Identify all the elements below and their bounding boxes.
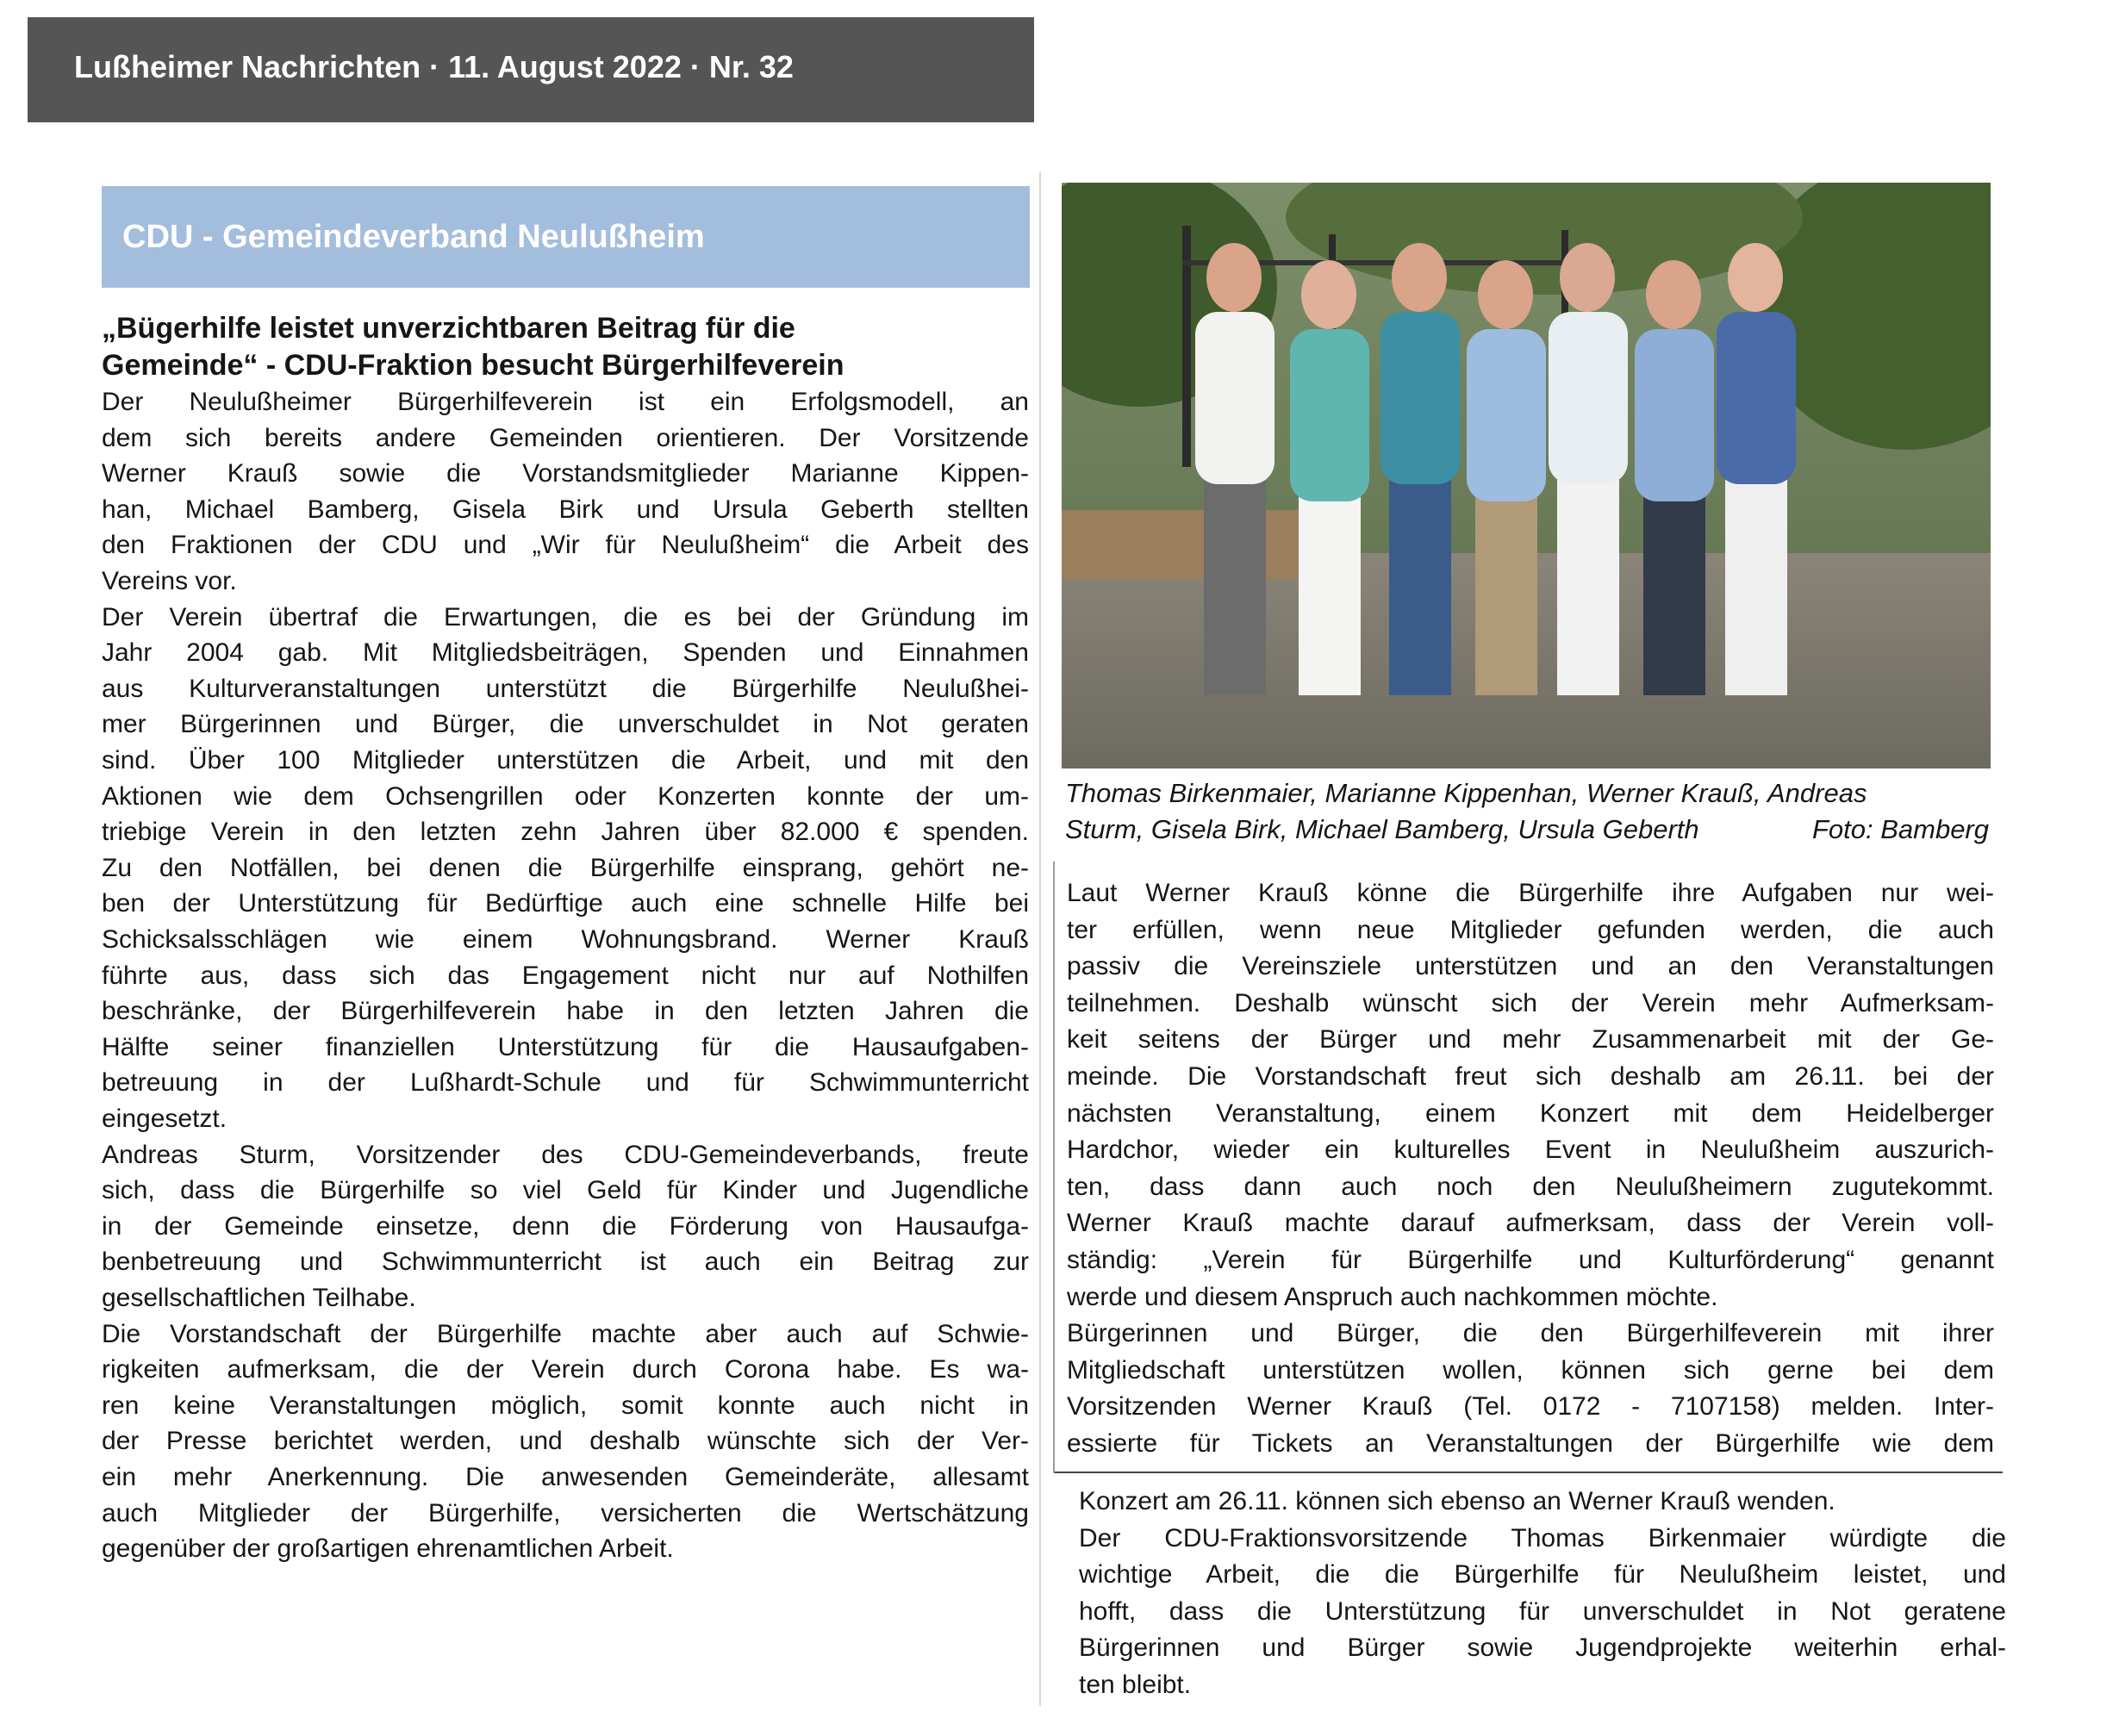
- right-col-line: Laut Werner Krauß könne die Bürgerhilfe ihre Aufgaben nur wei-: [1067, 879, 1994, 907]
- photo-credit: Foto: Bamberg: [1811, 814, 1989, 844]
- left-col-line: beschränke, der Bürgerhilfeverein habe in den letzten Jahren die: [102, 997, 1029, 1026]
- right-col-line: meinde. Die Vorstandschaft freut sich deshalb am 26.11. bei der: [1067, 1062, 1994, 1091]
- right-col-line: ständig: „Verein für Bürgerhilfe und Kulturförderung“ genannt: [1067, 1246, 1994, 1274]
- cont-col-line: hofft, dass die Unterstützung für unverschuldet in Not geratene: [1079, 1596, 2006, 1626]
- left-col-line: Schicksalsschlägen wie einem Wohnungsbrand. Werner Krauß: [102, 925, 1029, 954]
- right-col-line: Werner Krauß machte darauf aufmerksam, dass der Verein voll-: [1067, 1209, 1994, 1238]
- left-col-line: triebige Verein in den letzten zehn Jahren über 82.000 € spenden.: [102, 818, 1029, 847]
- left-col-line: führte aus, dass sich das Engagement nicht nur auf Nothilfen: [102, 961, 1029, 990]
- left-col-line: sind. Über 100 Mitglieder unterstützen die Arbeit, und mit den: [102, 746, 1029, 775]
- column-divider: [1039, 172, 1041, 1706]
- right-col-line: essierte für Tickets an Veranstaltungen der Bürgerhilfe wie dem: [1067, 1429, 1994, 1458]
- newspaper-header-title: Lußheimer Nachrichten · 11. August 2022 · Nr. 32: [74, 49, 794, 84]
- photo-caption-line-1: Thomas Birkenmaier, Marianne Kippenhan, Werner Krauß, Andreas: [1065, 778, 1867, 808]
- left-col-line: Andreas Sturm, Vorsitzender des CDU-Gemeindeverbands, freute: [102, 1140, 1029, 1169]
- right-col-line: Bürgerinnen und Bürger, die den Bürgerhilfeverein mit ihrer: [1067, 1319, 1994, 1348]
- left-col-line: Jahr 2004 gab. Mit Mitgliedsbeiträgen, Spenden und Einnahmen: [102, 638, 1029, 668]
- right-col-line: Mitgliedschaft unterstützen wollen, können sich gerne bei dem: [1067, 1355, 1994, 1384]
- left-col-line: Vereins vor.: [102, 567, 237, 595]
- left-col-line: gegenüber der großartigen ehrenamtlichen Arbeit.: [102, 1534, 674, 1564]
- section-title: CDU - Gemeindeverband Neulußheim: [122, 219, 705, 255]
- right-col-line: ter erfüllen, wenn neue Mitglieder gefunden werden, die auch: [1067, 915, 1994, 944]
- right-column-border: [1053, 862, 1055, 1473]
- cont-col-line: Bürgerinnen und Bürger sowie Jugendprojekte weiterhin erhal-: [1079, 1633, 2006, 1663]
- left-col-line: Der Verein übertraf die Erwartungen, die es bei der Gründung im: [102, 602, 1029, 632]
- headline-line-1: „Bügerhilfe leistet unverzichtbaren Beitrag für die: [102, 312, 795, 345]
- left-col-line: in der Gemeinde einsetze, denn die Förderung von Hausaufga-: [102, 1211, 1029, 1241]
- left-col-line: auch Mitglieder der Bürgerhilfe, versicherten die Wertschätzung: [102, 1498, 1029, 1528]
- photo-caption-line-2: [1065, 812, 1989, 848]
- cont-col-line: wichtige Arbeit, die die Bürgerhilfe für Neulußheim leistet, und: [1079, 1560, 2006, 1590]
- headline-line-2: Gemeinde“ - CDU-Fraktion besucht Bürgerhilfeverein: [102, 349, 844, 382]
- continuation-rule: [1055, 1472, 2003, 1473]
- left-col-line: rigkeiten aufmerksam, die der Verein durch Corona habe. Es wa-: [102, 1355, 1029, 1384]
- cont-col-line: ten bleibt.: [1079, 1671, 1192, 1699]
- left-col-line: betreuung in der Lußhardt-Schule und für Schwimmunterricht: [102, 1068, 1029, 1098]
- left-col-line: den Fraktionen der CDU und „Wir für Neulußheim“ die Arbeit des: [102, 531, 1029, 560]
- photo-caption-names: Sturm, Gisela Birk, Michael Bamberg, Ursula Geberth: [1065, 814, 1699, 844]
- left-col-line: der Presse berichtet werden, und deshalb wünschte sich der Ver-: [102, 1427, 1029, 1456]
- left-col-line: han, Michael Bamberg, Gisela Birk und Ursula Geberth stellten: [102, 495, 1029, 524]
- right-col-line: ten, dass dann auch noch den Neulußheimern zugutekommt.: [1067, 1172, 1994, 1201]
- left-col-line: sich, dass die Bürgerhilfe so viel Geld für Kinder und Jugendliche: [102, 1176, 1029, 1205]
- left-col-line: Die Vorstandschaft der Bürgerhilfe machte aber auch auf Schwie-: [102, 1319, 1029, 1348]
- left-col-line: Der Neulußheimer Bürgerhilfeverein ist ein Erfolgsmodell, an: [102, 388, 1029, 416]
- group-photo-illustration: [1062, 183, 1991, 768]
- left-col-line: aus Kulturveranstaltungen unterstützt die Bürgerhilfe Neulußhei-: [102, 674, 1029, 703]
- left-col-line: gesellschaftlichen Teilhabe.: [102, 1284, 416, 1312]
- cont-col-line: Der CDU-Fraktionsvorsitzende Thomas Birkenmaier würdigte die: [1079, 1523, 2006, 1552]
- right-col-line: teilnehmen. Deshalb wünscht sich der Verein mehr Aufmerksam-: [1067, 988, 1994, 1017]
- right-col-line: passiv die Vereinsziele unterstützen und an den Veranstaltungen: [1067, 952, 1994, 981]
- left-col-line: Zu den Notfällen, bei denen die Bürgerhilfe einsprang, gehört ne-: [102, 853, 1029, 882]
- right-col-line: nächsten Veranstaltung, einem Konzert mit dem Heidelberger: [1067, 1098, 1994, 1128]
- left-col-line: benbetreuung und Schwimmunterricht ist auch ein Beitrag zur: [102, 1248, 1029, 1277]
- left-col-line: ein mehr Anerkennung. Die anwesenden Gemeinderäte, allesamt: [102, 1463, 1029, 1491]
- left-col-line: ren keine Veranstaltungen möglich, somit konnte auch nicht in: [102, 1391, 1029, 1420]
- cont-col-line: Konzert am 26.11. können sich ebenso an Werner Krauß wenden.: [1079, 1487, 1835, 1515]
- right-col-line: Hardchor, wieder ein kulturelles Event in Neulußheim auszurich-: [1067, 1136, 1994, 1165]
- left-col-line: Werner Krauß sowie die Vorstandsmitglieder Marianne Kippen-: [102, 459, 1029, 488]
- left-col-line: mer Bürgerinnen und Bürger, die unverschuldet in Not geraten: [102, 710, 1029, 739]
- article-headline: [102, 310, 1032, 384]
- group-photo: [1062, 183, 1991, 768]
- left-col-line: ben der Unterstützung für Bedürftige auch eine schnelle Hilfe bei: [102, 889, 1029, 918]
- left-col-line: dem sich bereits andere Gemeinden orientieren. Der Vorsitzende: [102, 423, 1029, 452]
- left-col-line: eingesetzt.: [102, 1104, 227, 1133]
- right-col-line: werde und diesem Anspruch auch nachkommen möchte.: [1067, 1282, 1718, 1311]
- left-col-line: Hälfte seiner finanziellen Unterstützung für die Hausaufgaben-: [102, 1032, 1029, 1061]
- left-col-line: Aktionen wie dem Ochsengrillen oder Konzerten konnte der um-: [102, 781, 1029, 811]
- right-col-line: keit seitens der Bürger und mehr Zusammenarbeit mit der Ge-: [1067, 1025, 1994, 1055]
- right-col-line: Vorsitzenden Werner Krauß (Tel. 0172 - 7107158) melden. Inter-: [1067, 1392, 1994, 1422]
